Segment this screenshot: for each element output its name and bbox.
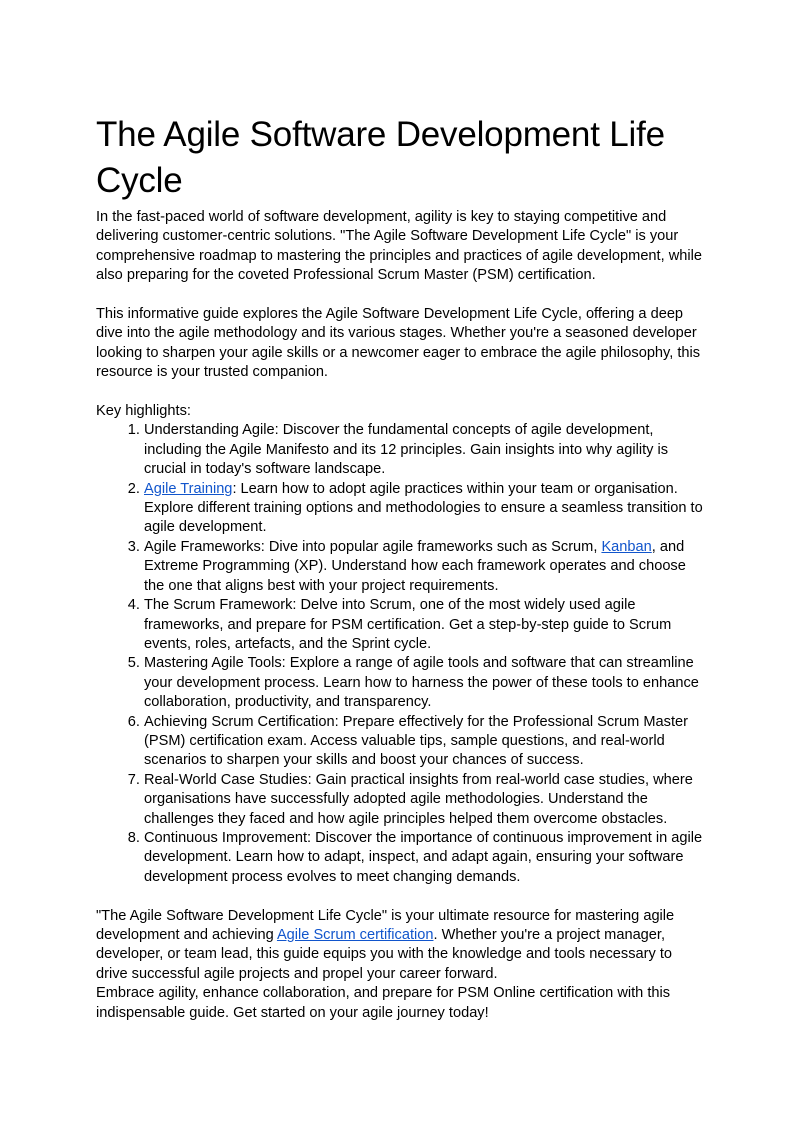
list-item: 6. Achieving Scrum Certification: Prepare effectively for the Professional Scrum Master (PSM) certification exam. Access valuable tips, sample questions, and real-world scenarios to sharpen your skills and boost your chances of success. xyxy=(144,713,706,771)
list-item: 1. Understanding Agile: Discover the fundamental concepts of agile development, including the Agile Manifesto and its 12 principles. Gain insights into why agility is crucial in today's software landscape. xyxy=(144,421,706,479)
kanban-link[interactable]: Kanban xyxy=(601,538,652,555)
list-item: 4. The Scrum Framework: Delve into Scrum, one of the most widely used agile frameworks, and prepare for PSM certification. Get a step-by-step guide to Scrum events, roles, artefacts, and the Sprint cycle. xyxy=(144,596,706,654)
intro-paragraph: In the fast-paced world of software development, agility is key to staying competitive and delivering customer-centric solutions. "The Agile Software Development Life Cycle" is your comprehensive roadmap to mastering the principles and practices of agile development, while also preparing for the coveted Professional Scrum Master (PSM) certification. xyxy=(96,209,702,284)
final-paragraph: Embrace agility, enhance collaboration, and prepare for PSM Online certification with this indispensable guide. Get started on your agile journey today! xyxy=(96,985,671,1021)
highlights-heading: Key highlights: xyxy=(96,403,191,420)
highlights-list xyxy=(96,421,706,887)
list-item: 3. Agile Frameworks: Dive into popular agile frameworks such as Scrum, Kanban, and Extreme Programming (XP). Understand how each framework operates and choose the one that aligns best with your project requirements. xyxy=(144,538,706,596)
document-page xyxy=(96,112,706,1023)
list-item: 5. Mastering Agile Tools: Explore a range of agile tools and software that can streamline your development process. Learn how to harness the power of these tools to enhance collaboration, productivity, and transparency. xyxy=(144,654,706,712)
agile-scrum-certification-link[interactable]: Agile Scrum certification xyxy=(276,926,434,943)
list-item: 7. Real-World Case Studies: Gain practical insights from real-world case studies, where organisations have successfully adopted agile methodologies. Understand the challenges they faced and how agile principles helped them overcome obstacles. xyxy=(144,771,706,829)
closing-paragraph: "The Agile Software Development Life Cycle" is your ultimate resource for mastering agile development and achieving Agile Scrum certification. Whether you're a project manager, developer, or team lead, this guide equips you with the knowledge and tools necessary to drive successful agile projects and propel your career forward. xyxy=(96,907,675,982)
agile-training-link[interactable]: Agile Training xyxy=(144,480,233,497)
list-item: 2. Agile Training: Learn how to adopt agile practices within your team or organisation. Explore different training options and methodologies to ensure a seamless transition to agile development. xyxy=(144,480,706,538)
guide-paragraph: This informative guide explores the Agile Software Development Life Cycle, offering a deep dive into the agile methodology and its various stages. Whether you're a seasoned developer looking to sharpen your agile skills or a newcomer eager to embrace the agile philosophy, this resource is your trusted companion. xyxy=(96,306,701,381)
page-title: The Agile Software Development Life Cycle xyxy=(96,115,665,200)
list-item: 8. Continuous Improvement: Discover the importance of continuous improvement in agile development. Learn how to adapt, inspect, and adapt again, ensuring your software development process evolves to meet changing demands. xyxy=(144,829,706,887)
